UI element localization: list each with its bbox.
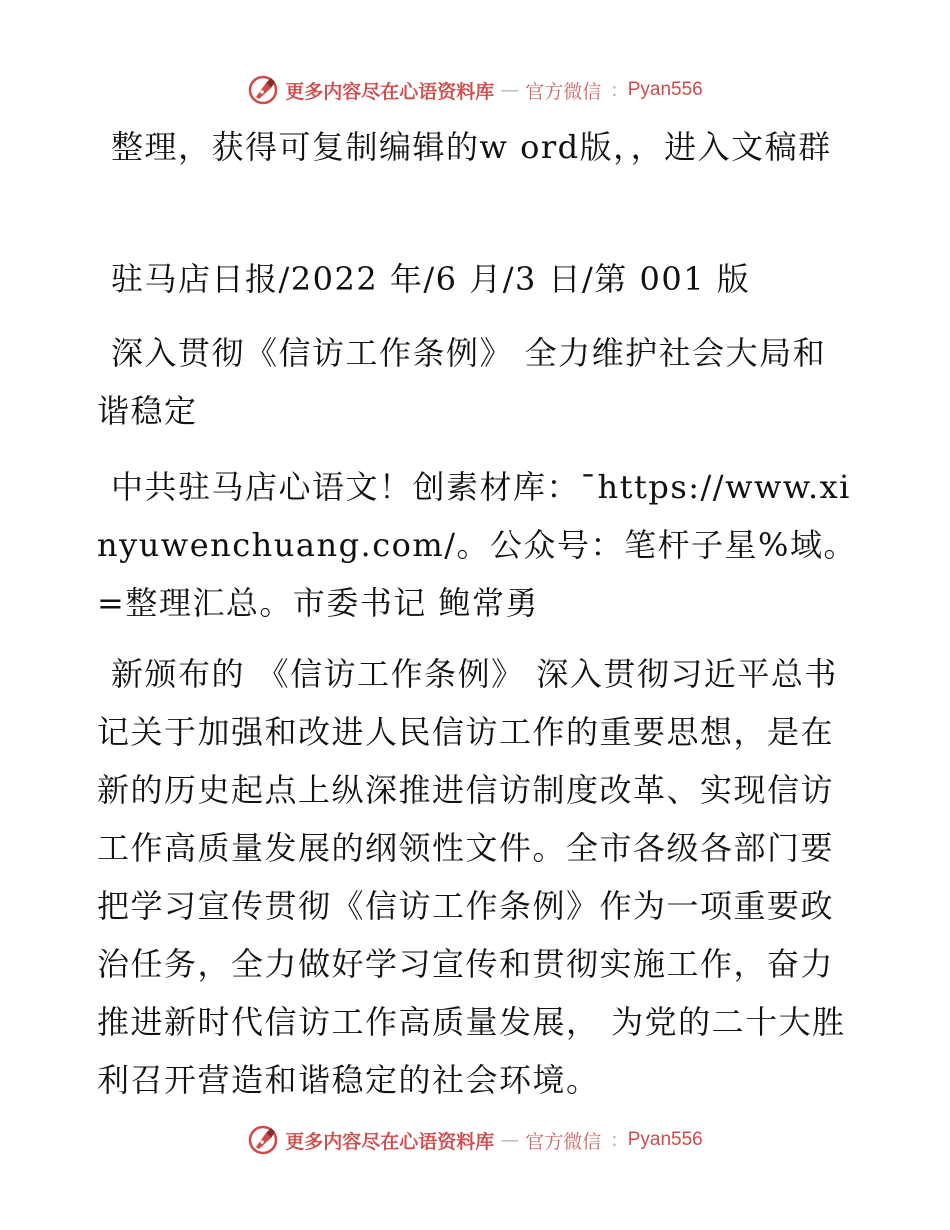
banner-wechat-id: Pyan556 — [627, 79, 703, 100]
footer-banner-main-text: 更多内容尽在心语资料库 — [285, 1130, 495, 1153]
paragraph-source-text: 驻马店日报/2022 年/6 月/3 日/第 001 版 — [111, 260, 751, 298]
paragraph-source — [97, 250, 857, 308]
article-title — [97, 324, 857, 440]
banner-content — [247, 74, 702, 106]
paragraph-intro-text: 整理，获得可复制编辑的w ord版，，进入文稿群 — [111, 128, 832, 166]
paragraph-author-text: 中共驻马店心语文！创素材库：¯https://www.xinyuwenchuang.com/。公众号：笔杆子星%域。=整理汇总。市委书记 鲍常勇 — [97, 468, 857, 622]
pen-nib-logo-icon — [247, 74, 279, 106]
pen-nib-logo-icon — [247, 1124, 279, 1156]
banner-main-text: 更多内容尽在心语资料库 — [285, 80, 495, 103]
article-title-text: 深入贯彻《信访工作条例》 全力维护社会大局和谐稳定 — [97, 334, 827, 430]
footer-banner — [0, 1120, 950, 1160]
banner-separator: — — [500, 79, 520, 101]
banner-colon: : — [611, 79, 618, 101]
footer-banner-separator: — — [500, 1129, 520, 1151]
footer-banner-tail-text: 官方微信 — [525, 1130, 602, 1153]
footer-banner-wechat-id: Pyan556 — [627, 1129, 703, 1150]
banner-tail-text: 官方微信 — [525, 80, 602, 103]
paragraph-body-text: 新颁布的 《信访工作条例》 深入贯彻习近平总书记关于加强和改进人民信访工作的重要思想，是在新的历史起点上纵深推进信访制度改革、实现信访工作高质量发展的纲领性文件。全市各级各部门要把学习宣传贯彻《信访工作条例》作为一项重要政治任务，全力做好学习宣传和贯彻实施工作，奋力推进新时代信访工作高质量发展， 为党的二十大胜利召开营造和谐稳定的社会环境。 — [97, 655, 846, 1099]
paragraph-body — [97, 645, 857, 1109]
footer-banner-content — [247, 1124, 702, 1156]
header-banner — [0, 70, 950, 110]
paragraph-author — [97, 458, 857, 632]
paragraph-intro — [97, 118, 857, 176]
footer-banner-colon: : — [611, 1129, 618, 1151]
